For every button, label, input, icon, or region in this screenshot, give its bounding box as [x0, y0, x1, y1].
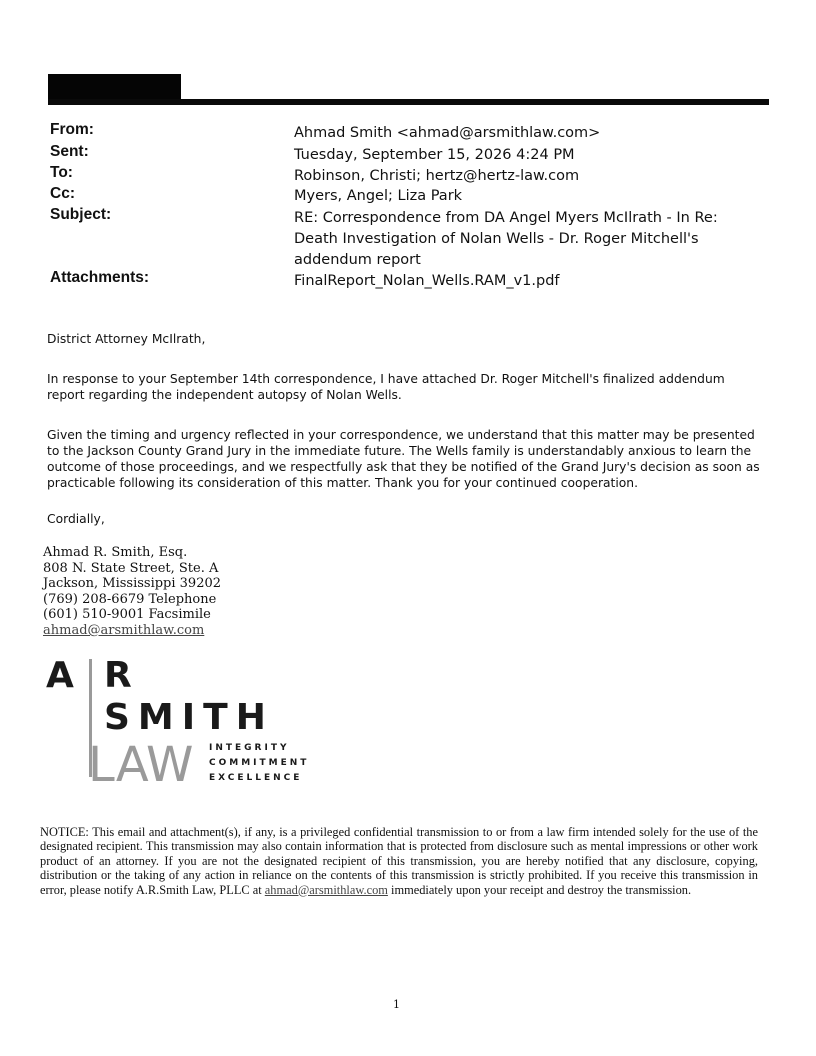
- logo-letter-r: R: [104, 655, 132, 696]
- signature-name: Ahmad R. Smith, Esq.: [43, 545, 188, 560]
- signature-fax: (601) 510-9001 Facsimile: [43, 607, 211, 623]
- signature-phone: (769) 208-6679 Telephone: [43, 591, 217, 607]
- signature-city: Jackson, Mississippi 39202: [43, 576, 222, 592]
- body-paragraph-2: Given the timing and urgency reflected in your correspondence, we understand that this matter may be presented to the Jackson County Grand Jury in the immediate future. The Wells family is understandably anxious to learn the outcome of those proceedings, and we respectfully ask that they be notified of the Grand Jury's decision as soon as practicable following its consideration of this matter. Thank you for your continued cooperation.: [47, 428, 760, 490]
- logo-law: LAW: [88, 737, 194, 785]
- confidentiality-notice: [40, 825, 758, 897]
- page-number: 1: [393, 998, 400, 1011]
- from-value: Ahmad Smith <ahmad@arsmithlaw.com>: [294, 125, 601, 141]
- salutation: District Attorney McIlrath,: [47, 332, 206, 346]
- sent-value: Tuesday, September 15, 2026 4:24 PM: [294, 147, 575, 163]
- header-rule: [48, 99, 769, 105]
- logo-tagline-excellence: EXCELLENCE: [209, 773, 303, 783]
- signature-block: [43, 545, 221, 639]
- logo-tagline-commitment: COMMITMENT: [209, 758, 310, 768]
- redaction-block: [48, 74, 181, 100]
- signature-street: 808 N. State Street, Ste. A: [43, 560, 219, 576]
- cc-label: Cc:: [50, 185, 75, 202]
- attachments-label: Attachments:: [50, 269, 150, 286]
- cc-value: Myers, Angel; Liza Park: [294, 188, 463, 204]
- logo-smith: SMITH: [104, 697, 274, 738]
- attachment-link[interactable]: FinalReport_Nolan_Wells.RAM_v1.pdf: [294, 273, 560, 289]
- from-label: From:: [50, 121, 94, 138]
- subject-label: Subject:: [50, 206, 112, 223]
- logo-letter-a: A: [46, 655, 74, 696]
- closing: Cordially,: [47, 512, 105, 526]
- sent-label: Sent:: [50, 143, 89, 160]
- ar-smith-law-logo: [44, 655, 324, 785]
- signature-email-link[interactable]: ahmad@arsmithlaw.com: [43, 622, 205, 638]
- notice-email-link[interactable]: ahmad@arsmithlaw.com: [264, 882, 388, 897]
- subject-value: RE: Correspondence from DA Angel Myers McIlrath - In Re: Death Investigation of Nolan Wells - Dr. Roger Mitchell's addendum report: [294, 210, 718, 268]
- to-value: Robinson, Christi; hertz@hertz-law.com: [294, 168, 580, 184]
- notice-text-before: NOTICE: This email and attachment(s), if any, is a privileged confidential transmission to or from a law firm intended solely for the use of the designated recipient. This transmission may also contain information that is protected from disclosure such as mental impressions or other work product of an attorney. If you are not the designated recipient of this transmission, you are hereby notified that any disclosure, copying, distribution or the taking of any action in reliance on the contents of this transmission is strictly prohibited. If you receive this transmission in error, please notify A.R.Smith Law, PLLC at: [40, 825, 758, 897]
- notice-text-after: immediately upon your receipt and destroy the transmission.: [387, 882, 692, 897]
- logo-tagline-integrity: INTEGRITY: [209, 743, 290, 753]
- to-label: To:: [50, 164, 73, 181]
- body-paragraph-1: In response to your September 14th correspondence, I have attached Dr. Roger Mitchell's finalized addendum report regarding the independent autopsy of Nolan Wells.: [47, 372, 725, 402]
